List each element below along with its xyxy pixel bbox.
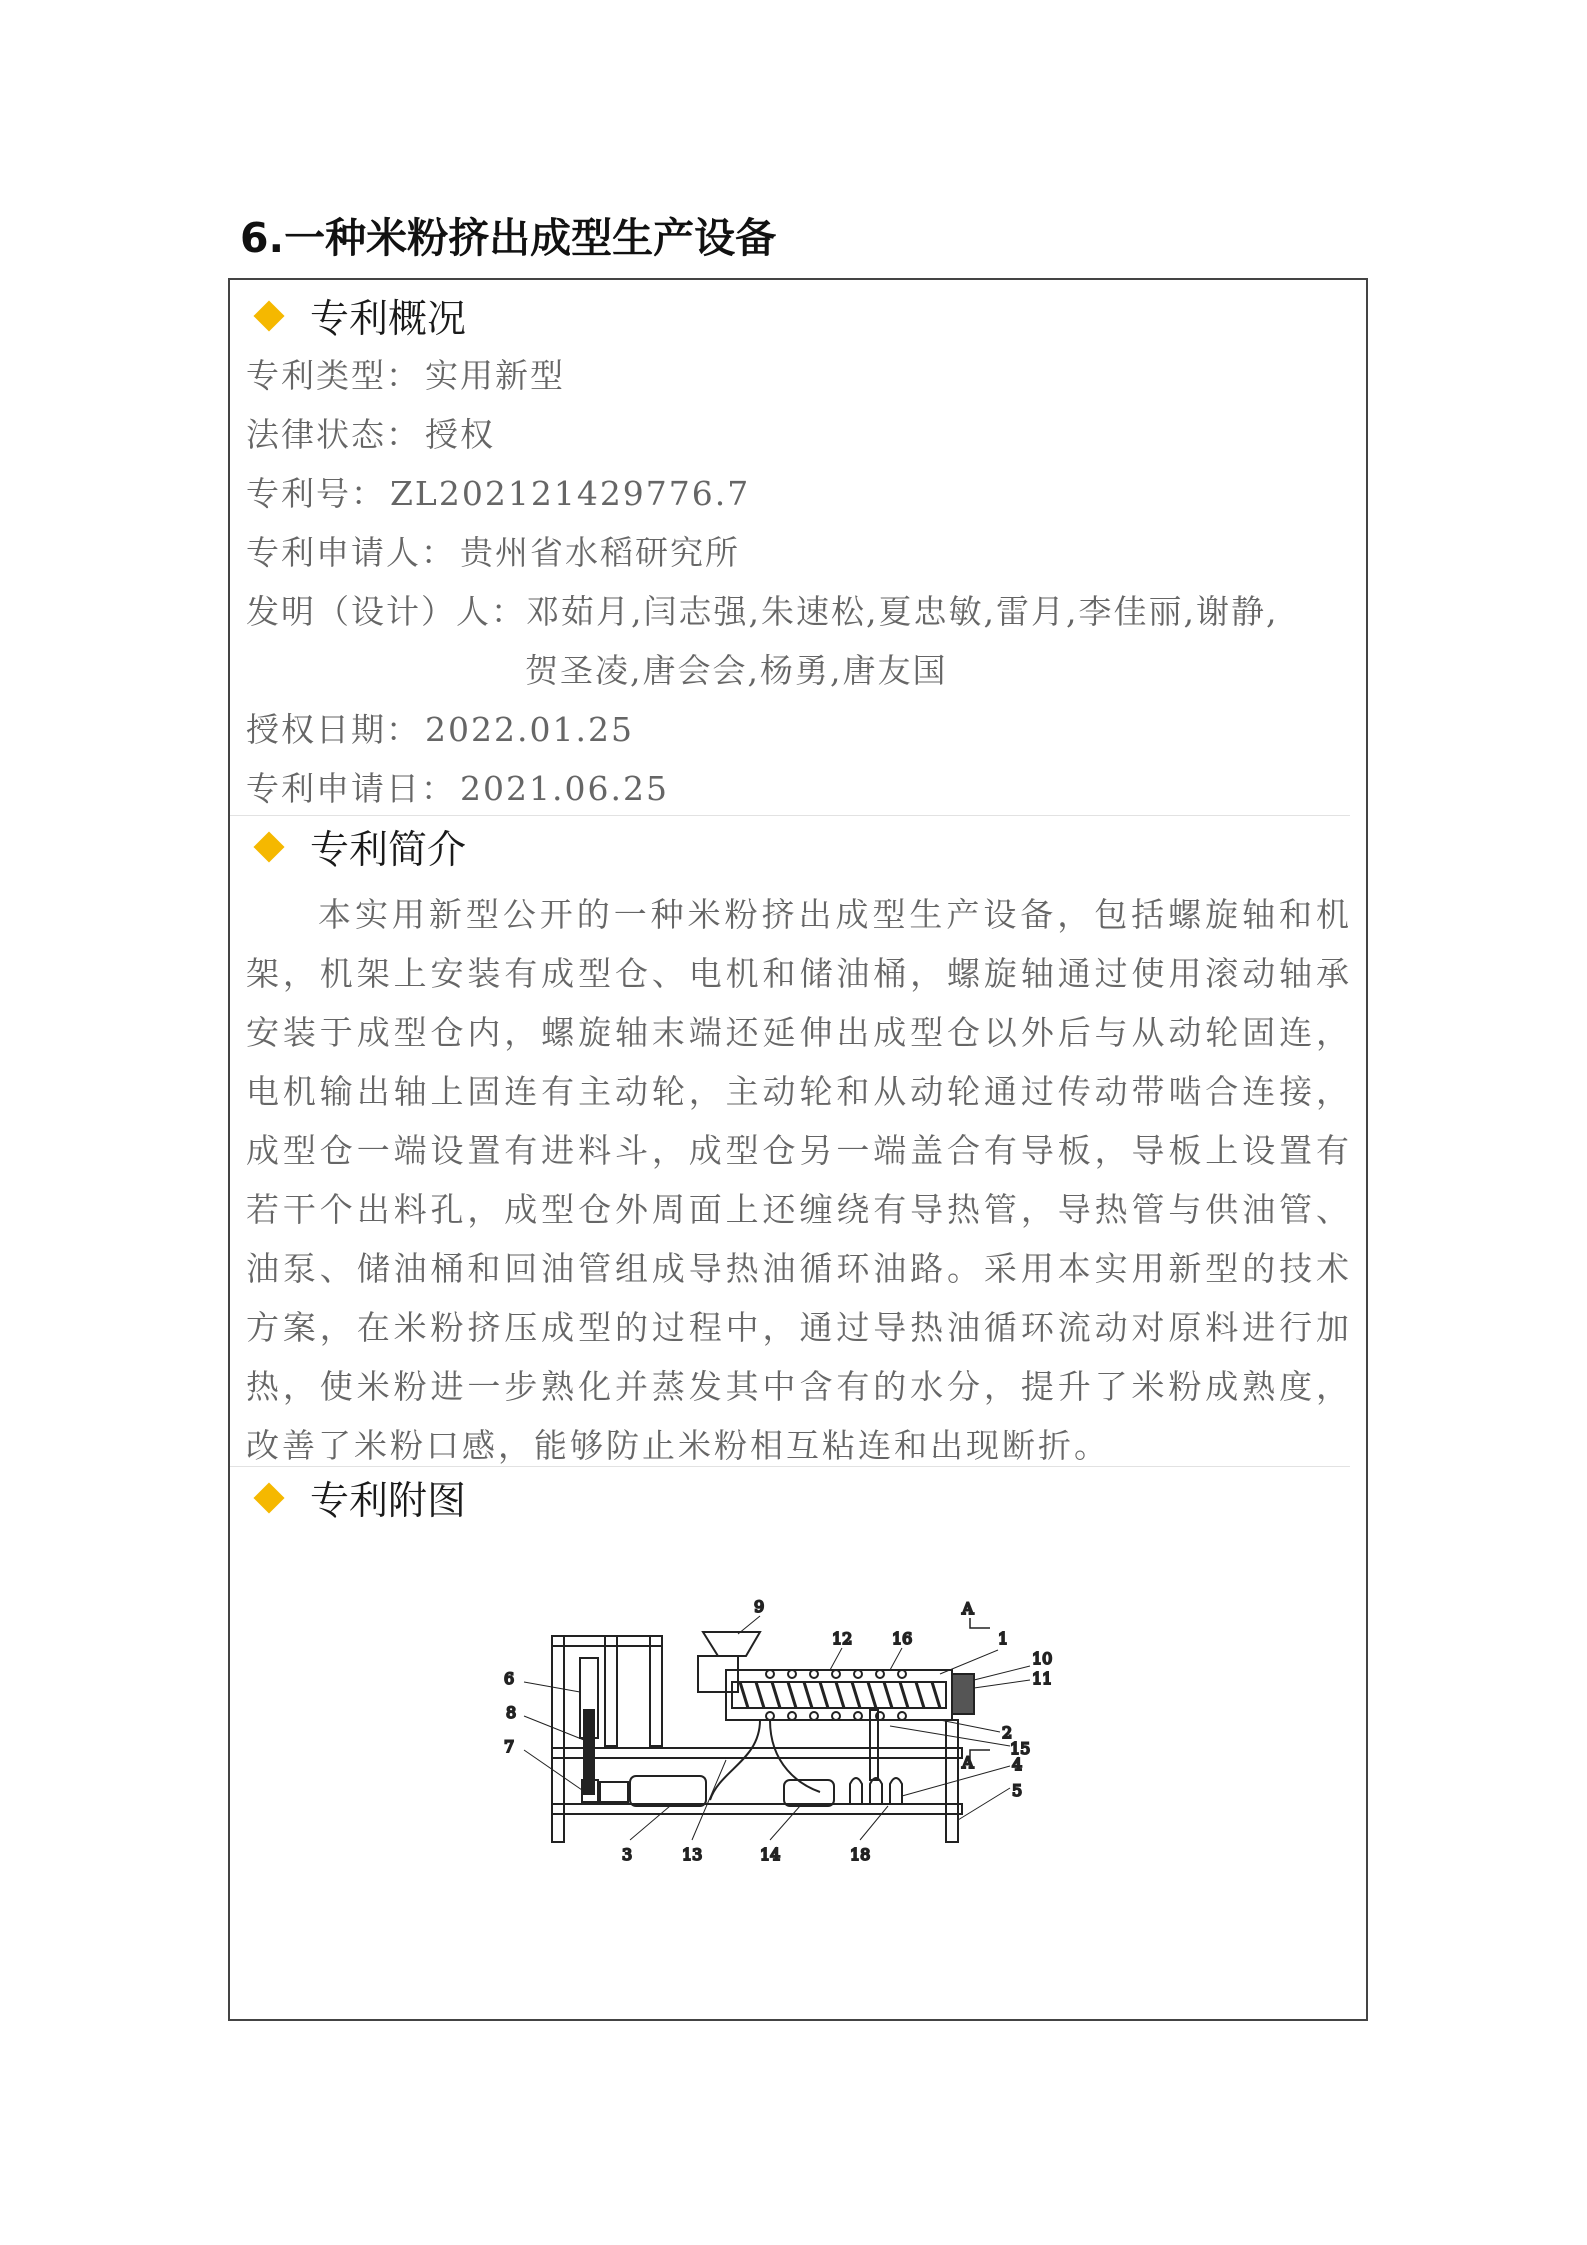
frame-leg-left xyxy=(552,1814,564,1842)
field-value: ZL202121429776.7 xyxy=(390,474,751,513)
summary-heading-label: 专利简介 xyxy=(310,828,467,873)
frame-post-left xyxy=(552,1636,564,1842)
callout-label: 6 xyxy=(504,1669,515,1688)
callout-label: 5 xyxy=(1012,1781,1023,1800)
callout-label: 9 xyxy=(754,1597,765,1616)
field-grant-date xyxy=(246,704,634,751)
field-label: 专利申请日： xyxy=(246,769,456,808)
heat-pipe-coils xyxy=(766,1670,906,1720)
field-patent-type xyxy=(246,350,565,397)
section-mark-top xyxy=(970,1618,990,1628)
overview-heading xyxy=(248,286,466,346)
return-pipe xyxy=(770,1720,820,1792)
extruder-drawing-svg xyxy=(470,1570,1130,1890)
motor-body xyxy=(630,1776,706,1806)
field-label: 法律状态： xyxy=(246,415,421,454)
section-divider xyxy=(230,815,1350,816)
callout-label: 12 xyxy=(832,1629,853,1648)
drawing-heading xyxy=(248,1468,466,1528)
oil-pump xyxy=(784,1780,834,1806)
callout-label: 18 xyxy=(850,1845,871,1864)
drawing-heading-label: 专利附图 xyxy=(310,1479,467,1524)
callout-label: 13 xyxy=(682,1845,703,1864)
callout-label: 4 xyxy=(1012,1755,1023,1774)
feed-hopper xyxy=(703,1632,760,1656)
section-divider xyxy=(230,1466,1350,1467)
frame-mid-bar xyxy=(552,1748,962,1758)
field-patent-number xyxy=(246,468,750,515)
callout-label: A xyxy=(962,1753,974,1772)
callout-label: 8 xyxy=(506,1703,517,1722)
supply-pipe xyxy=(710,1720,760,1800)
field-legal-status xyxy=(246,409,495,456)
patent-card xyxy=(228,278,1368,2021)
field-value: 授权 xyxy=(425,415,495,454)
callout-label: 16 xyxy=(892,1629,913,1648)
diamond-bullet-icon xyxy=(253,300,284,331)
callout-label: 2 xyxy=(1002,1723,1013,1742)
field-label: 专利申请人： xyxy=(246,533,456,572)
callout-label: 3 xyxy=(622,1845,633,1864)
title-number: 6. xyxy=(240,214,285,262)
title-text: 一种米粉挤出成型生产设备 xyxy=(284,214,777,262)
leader-lines xyxy=(524,1616,1030,1840)
summary-text: 本实用新型公开的一种米粉挤出成型生产设备，包括螺旋轴和机架，机架上安装有成型仓、电机和储油桶，螺旋轴通过使用滚动轴承安装于成型仓内，螺旋轴末端还延伸出成型仓以外后与从动轮固连，电机输出轴上固连有主动轮，主动轮和从动轮通过传动带啮合连接，成型仓一端设置有进料斗，成型仓另一端盖合有导板，导板上设置有若干个出料孔，成型仓外周面上还缠绕有导热管，导热管与供油管、油泵、储油桶和回油管组成导热油循环油路。采用本实用新型的技术方案，在米粉挤压成型的过程中，通过导热油循环流动对原料进行加热，使米粉进一步熟化并蒸发其中含有的水分，提升了米粉成熟度，改善了米粉口感，能够防止米粉相互粘连和出现断折。 xyxy=(246,895,1352,1465)
frame-bottom-bar xyxy=(552,1804,962,1814)
diamond-bullet-icon xyxy=(253,831,284,862)
frame-post-inner xyxy=(650,1636,662,1746)
frame-post-middle xyxy=(605,1636,617,1746)
callout-label: A xyxy=(962,1599,974,1618)
page-title xyxy=(240,205,776,264)
callout-label: 14 xyxy=(760,1845,781,1864)
overview-heading-label: 专利概况 xyxy=(310,297,467,342)
field-label: 授权日期： xyxy=(246,710,421,749)
field-label: 专利号： xyxy=(246,474,386,513)
callout-label: 1 xyxy=(998,1629,1009,1648)
field-applicant xyxy=(246,527,740,574)
field-value: 邓茹月,闫志强,朱速松,夏忠敏,雷月,李佳丽,谢静, xyxy=(526,592,1279,631)
field-value: 贺圣凌,唐会会,杨勇,唐友国 xyxy=(525,651,948,690)
field-application-date xyxy=(246,763,669,810)
frame-top-bar xyxy=(552,1636,662,1646)
field-label: 专利类型： xyxy=(246,356,421,395)
field-value: 贵州省水稻研究所 xyxy=(460,533,740,572)
field-value: 2021.06.25 xyxy=(460,769,669,808)
patent-drawing xyxy=(470,1570,1130,1890)
field-value: 实用新型 xyxy=(425,356,565,395)
callout-label: 7 xyxy=(504,1737,515,1756)
diamond-bullet-icon xyxy=(253,1482,284,1513)
field-label: 发明（设计）人： xyxy=(246,592,526,631)
belt xyxy=(584,1710,594,1794)
field-inventors-continued xyxy=(525,645,947,692)
callout-label: 15 xyxy=(1010,1739,1031,1758)
screw-flights xyxy=(740,1682,940,1708)
summary-heading xyxy=(248,817,466,877)
motor-coupling xyxy=(600,1782,628,1802)
callout-label: 11 xyxy=(1032,1669,1053,1688)
guide-plate xyxy=(952,1674,974,1714)
field-inventors xyxy=(246,586,1278,633)
oil-tank xyxy=(850,1778,902,1804)
field-value: 2022.01.25 xyxy=(425,710,634,749)
callout-label: 10 xyxy=(1032,1649,1053,1668)
